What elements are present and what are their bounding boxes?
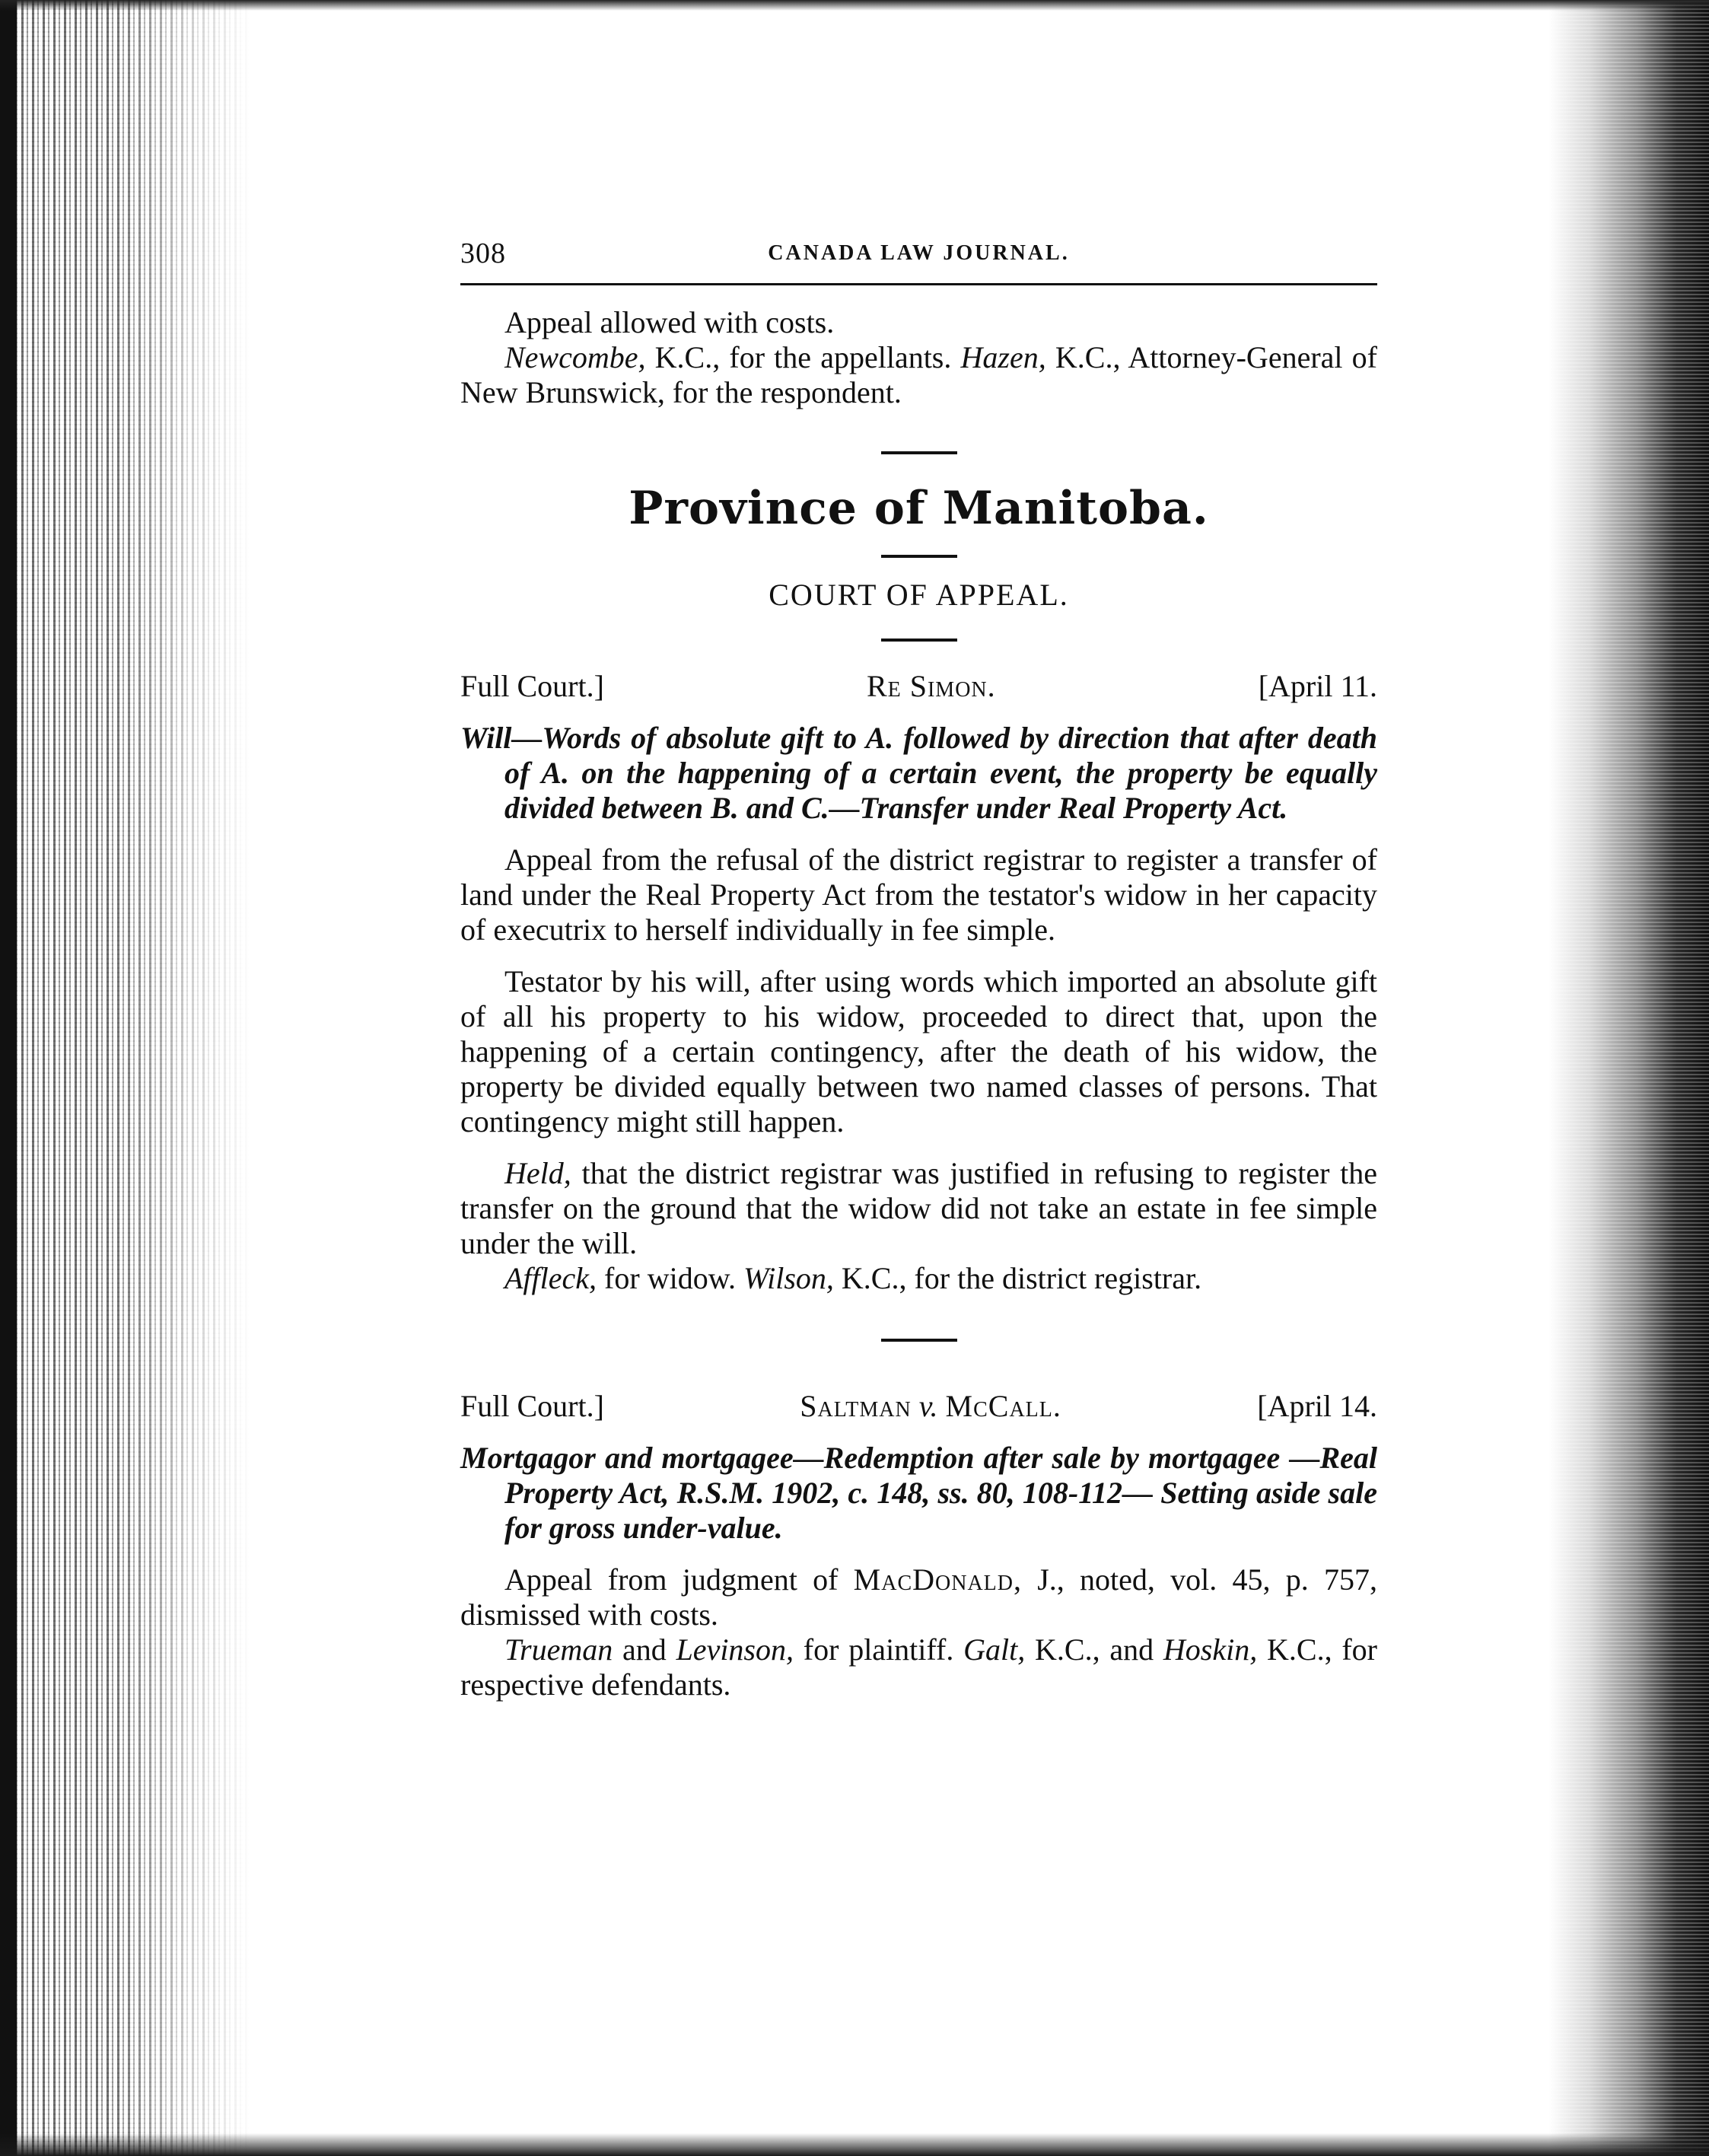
counsel-name: Trueman (504, 1632, 613, 1667)
header-rule (460, 283, 1377, 285)
catchwords: Mortgagor and mortgagee—Redemption after sale by mortgagee —Real Property Act, R.S.M. 1902, c. 148, ss. 80, 108-112— Setting aside sale for gross under-value. (460, 1441, 1377, 1545)
running-header (460, 236, 1377, 279)
party-name: McCall. (945, 1389, 1061, 1423)
counsel-text: for widow. (597, 1261, 743, 1295)
counsel-name: Levinson, (676, 1632, 794, 1667)
scan-left-edge (0, 0, 251, 2156)
case-name: Re Simon. (866, 669, 996, 703)
counsel-text: and (613, 1632, 676, 1667)
counsel-name: Hazen, (960, 340, 1046, 374)
case-date: [April 14. (1257, 1389, 1377, 1423)
counsel-text: K.C., for the appellants. (645, 340, 961, 374)
case-paragraph: Testator by his will, after using words which imported an absolute gift of all his property to his widow, proceeded to direct that, upon the happening of a certain contingency, after the death of his widow, the property be divided equally between two named classes of persons. That contingency might still happen. (460, 964, 1377, 1139)
case-paragraph (460, 1562, 1377, 1632)
counsel-text: K.C., for the district registrar. (833, 1261, 1202, 1295)
holding-paragraph (460, 1156, 1377, 1261)
counsel-text: K.C., Attorney-General of New Brunswick, for the respondent. (460, 340, 1377, 409)
section-divider (881, 1339, 957, 1342)
counsel-text: for plaintiff. (794, 1632, 964, 1667)
counsel-name: Newcombe, (504, 340, 646, 374)
counsel-name: Affleck, (504, 1261, 597, 1295)
counsel-name: Hoskin, (1163, 1632, 1258, 1667)
counsel-line (460, 1261, 1377, 1296)
party-name: Saltman (800, 1389, 912, 1423)
paragraph-text: Appeal from judgment of (504, 1562, 854, 1597)
case-heading-saltman (460, 1389, 1377, 1424)
court-heading: COURT OF APPEAL. (769, 578, 1069, 612)
held-text: that the district registrar was justified in refusing to register the transfer on the ground that the widow did not take an estate in fee simple under the will. (460, 1156, 1377, 1260)
held-label: Held, (504, 1156, 571, 1190)
catchwords: Will—Words of absolute gift to A. followed by direction that after death of A. on the happening of a certain event, the property be equally divided between B. and C.—Transfer under Real Property Act. (460, 721, 1377, 825)
journal-page (460, 236, 1377, 1702)
case-paragraph: Appeal from the refusal of the district registrar to register a transfer of land under the Real Property Act from the testator's widow in her capacity of executrix to herself individually in fee simple. (460, 842, 1377, 947)
previous-case-result: Appeal allowed with costs. (504, 305, 835, 339)
court-label: Full Court.] (460, 669, 604, 703)
scan-left-border (0, 0, 17, 2156)
case-date: [April 11. (1258, 669, 1377, 703)
section-divider (881, 451, 957, 454)
scan-right-noise (1549, 0, 1709, 2156)
counsel-name: Wilson, (743, 1261, 834, 1295)
counsel-text: K.C., and (1025, 1632, 1163, 1667)
scan-bottom-edge (0, 2133, 1709, 2156)
versus: v. (918, 1389, 938, 1423)
previous-case-counsel (460, 340, 1377, 410)
page-number: 308 (460, 237, 506, 269)
case-name (800, 1389, 1061, 1424)
section-divider (881, 555, 957, 558)
scan-top-edge (0, 0, 1709, 11)
section-divider (881, 639, 957, 642)
province-heading: Province of Manitoba. (629, 482, 1209, 535)
case-heading-re-simon (460, 669, 1377, 704)
paragraph-text: J., noted, vol. 45, p. 757, dismissed with costs. (460, 1562, 1377, 1632)
judge-name: MacDonald, (853, 1562, 1022, 1597)
counsel-line (460, 1632, 1377, 1702)
journal-title: CANADA LAW JOURNAL. (768, 241, 1070, 265)
counsel-text: K.C., for respective defendants. (460, 1632, 1377, 1702)
court-label: Full Court.] (460, 1389, 604, 1423)
counsel-name: Galt, (963, 1632, 1026, 1667)
